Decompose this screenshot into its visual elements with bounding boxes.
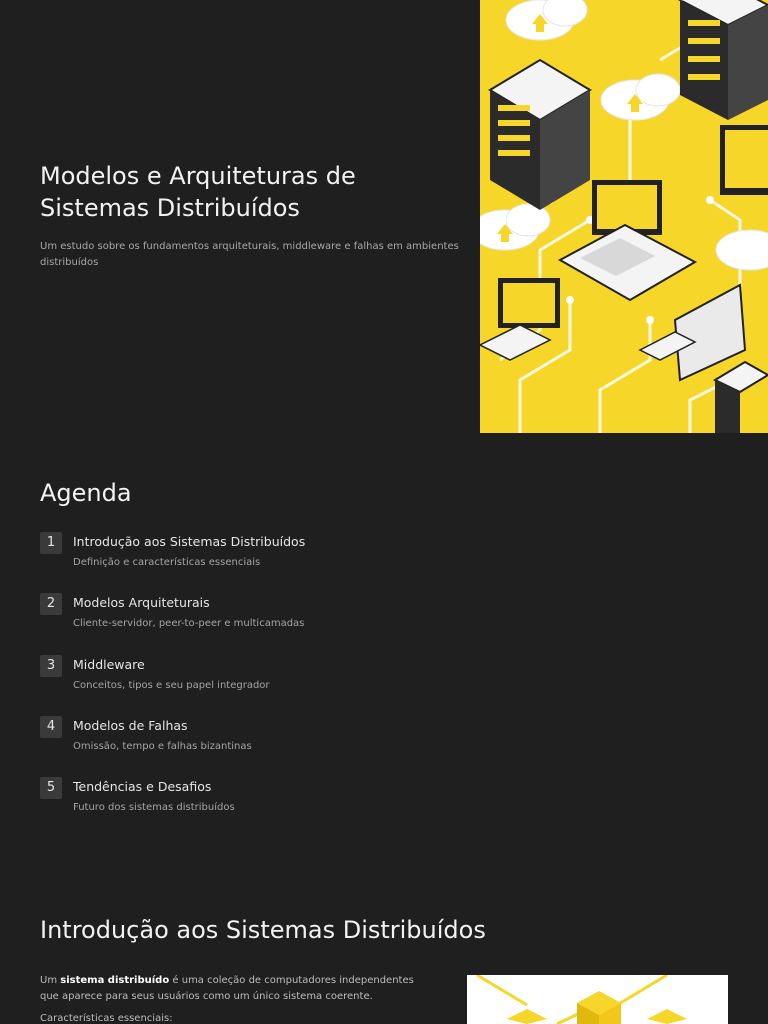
hero-illustration: [480, 0, 768, 433]
agenda-item-title: Middleware: [73, 657, 145, 672]
agenda-item-description: Definição e características essenciais: [73, 557, 261, 568]
intro-illustration: [467, 975, 728, 1024]
intro-heading: Introdução aos Sistemas Distribuídos: [40, 916, 486, 944]
agenda-item-description: Cliente-servidor, peer-to-peer e multicamadas: [73, 618, 305, 629]
agenda-item[interactable]: [40, 777, 680, 821]
agenda-item-description: Omissão, tempo e falhas bizantinas: [73, 741, 252, 752]
agenda-item-title: Modelos de Falhas: [73, 718, 188, 733]
agenda-item-number: 4: [40, 716, 62, 738]
hero-subtitle: Um estudo sobre os fundamentos arquiteturais, middleware e falhas em ambientes distribuídos: [40, 241, 459, 268]
intro-characteristics-label: Características essenciais:: [40, 1013, 173, 1024]
intro-paragraph: [40, 973, 435, 1005]
agenda-heading: Agenda: [40, 479, 132, 507]
agenda-item[interactable]: [40, 716, 680, 760]
agenda-item[interactable]: [40, 655, 680, 699]
page-title: Modelos e Arquiteturas de Sistemas Distribuídos: [40, 162, 356, 222]
agenda-item[interactable]: [40, 532, 680, 576]
hero-section: [0, 0, 768, 433]
agenda-item[interactable]: [40, 593, 680, 637]
intro-text-bold: sistema distribuído: [60, 975, 170, 986]
agenda-item-number: 2: [40, 593, 62, 615]
agenda-item-number: 1: [40, 532, 62, 554]
agenda-item-description: Futuro dos sistemas distribuídos: [73, 802, 235, 813]
agenda-item-title: Tendências e Desafios: [73, 779, 212, 794]
intro-text-pre: Um: [40, 975, 61, 986]
agenda-item-title: Introdução aos Sistemas Distribuídos: [73, 534, 306, 549]
intro-text-post: é uma coleção de computadores independentes que aparece para seus usuários como um único sistema coerente.: [40, 975, 414, 1002]
agenda-item-title: Modelos Arquiteturais: [73, 595, 210, 610]
agenda-item-number: 5: [40, 777, 62, 799]
agenda-item-description: Conceitos, tipos e seu papel integrador: [73, 680, 270, 691]
agenda-item-number: 3: [40, 655, 62, 677]
